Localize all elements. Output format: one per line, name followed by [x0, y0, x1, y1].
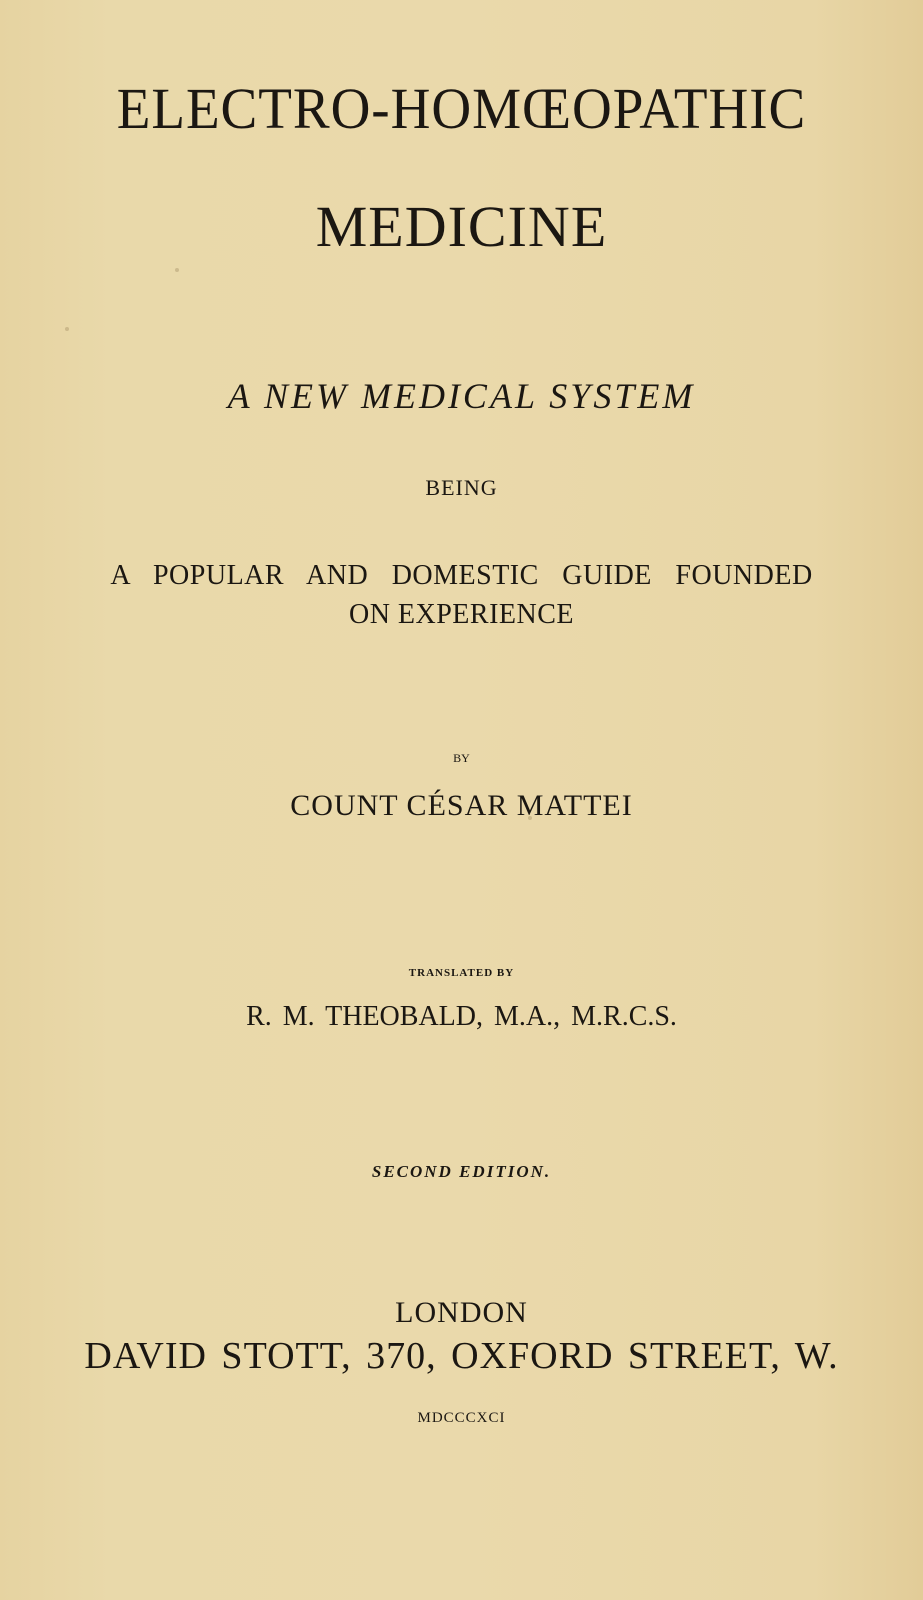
translator-name: R. M. THEOBALD, M.A., M.R.C.S. [246, 1001, 677, 1032]
book-title-line-1: ELECTRO-HOMŒOPATHIC [116, 76, 807, 141]
description-line-2: ON EXPERIENCE [348, 599, 575, 630]
by-text: BY [453, 751, 470, 765]
book-subtitle: A NEW MEDICAL SYSTEM [227, 376, 696, 416]
being-text: BEING [425, 475, 498, 500]
paper-speck [65, 327, 69, 331]
edition-text: SECOND EDITION. [371, 1162, 552, 1181]
author-name: COUNT CÉSAR MATTEI [290, 789, 633, 822]
paper-speck [175, 268, 179, 272]
translated-by-text: TRANSLATED BY [408, 967, 515, 979]
book-title-line-2: MEDICINE [315, 194, 608, 259]
imprint-city: LONDON [395, 1296, 528, 1329]
description-line-1: A POPULAR AND DOMESTIC GUIDE FOUNDED [110, 560, 813, 591]
imprint-publisher: DAVID STOTT, 370, OXFORD STREET, W. [84, 1335, 839, 1377]
imprint-year: MDCCCXCI [417, 1410, 506, 1426]
paper-speck [528, 816, 532, 820]
